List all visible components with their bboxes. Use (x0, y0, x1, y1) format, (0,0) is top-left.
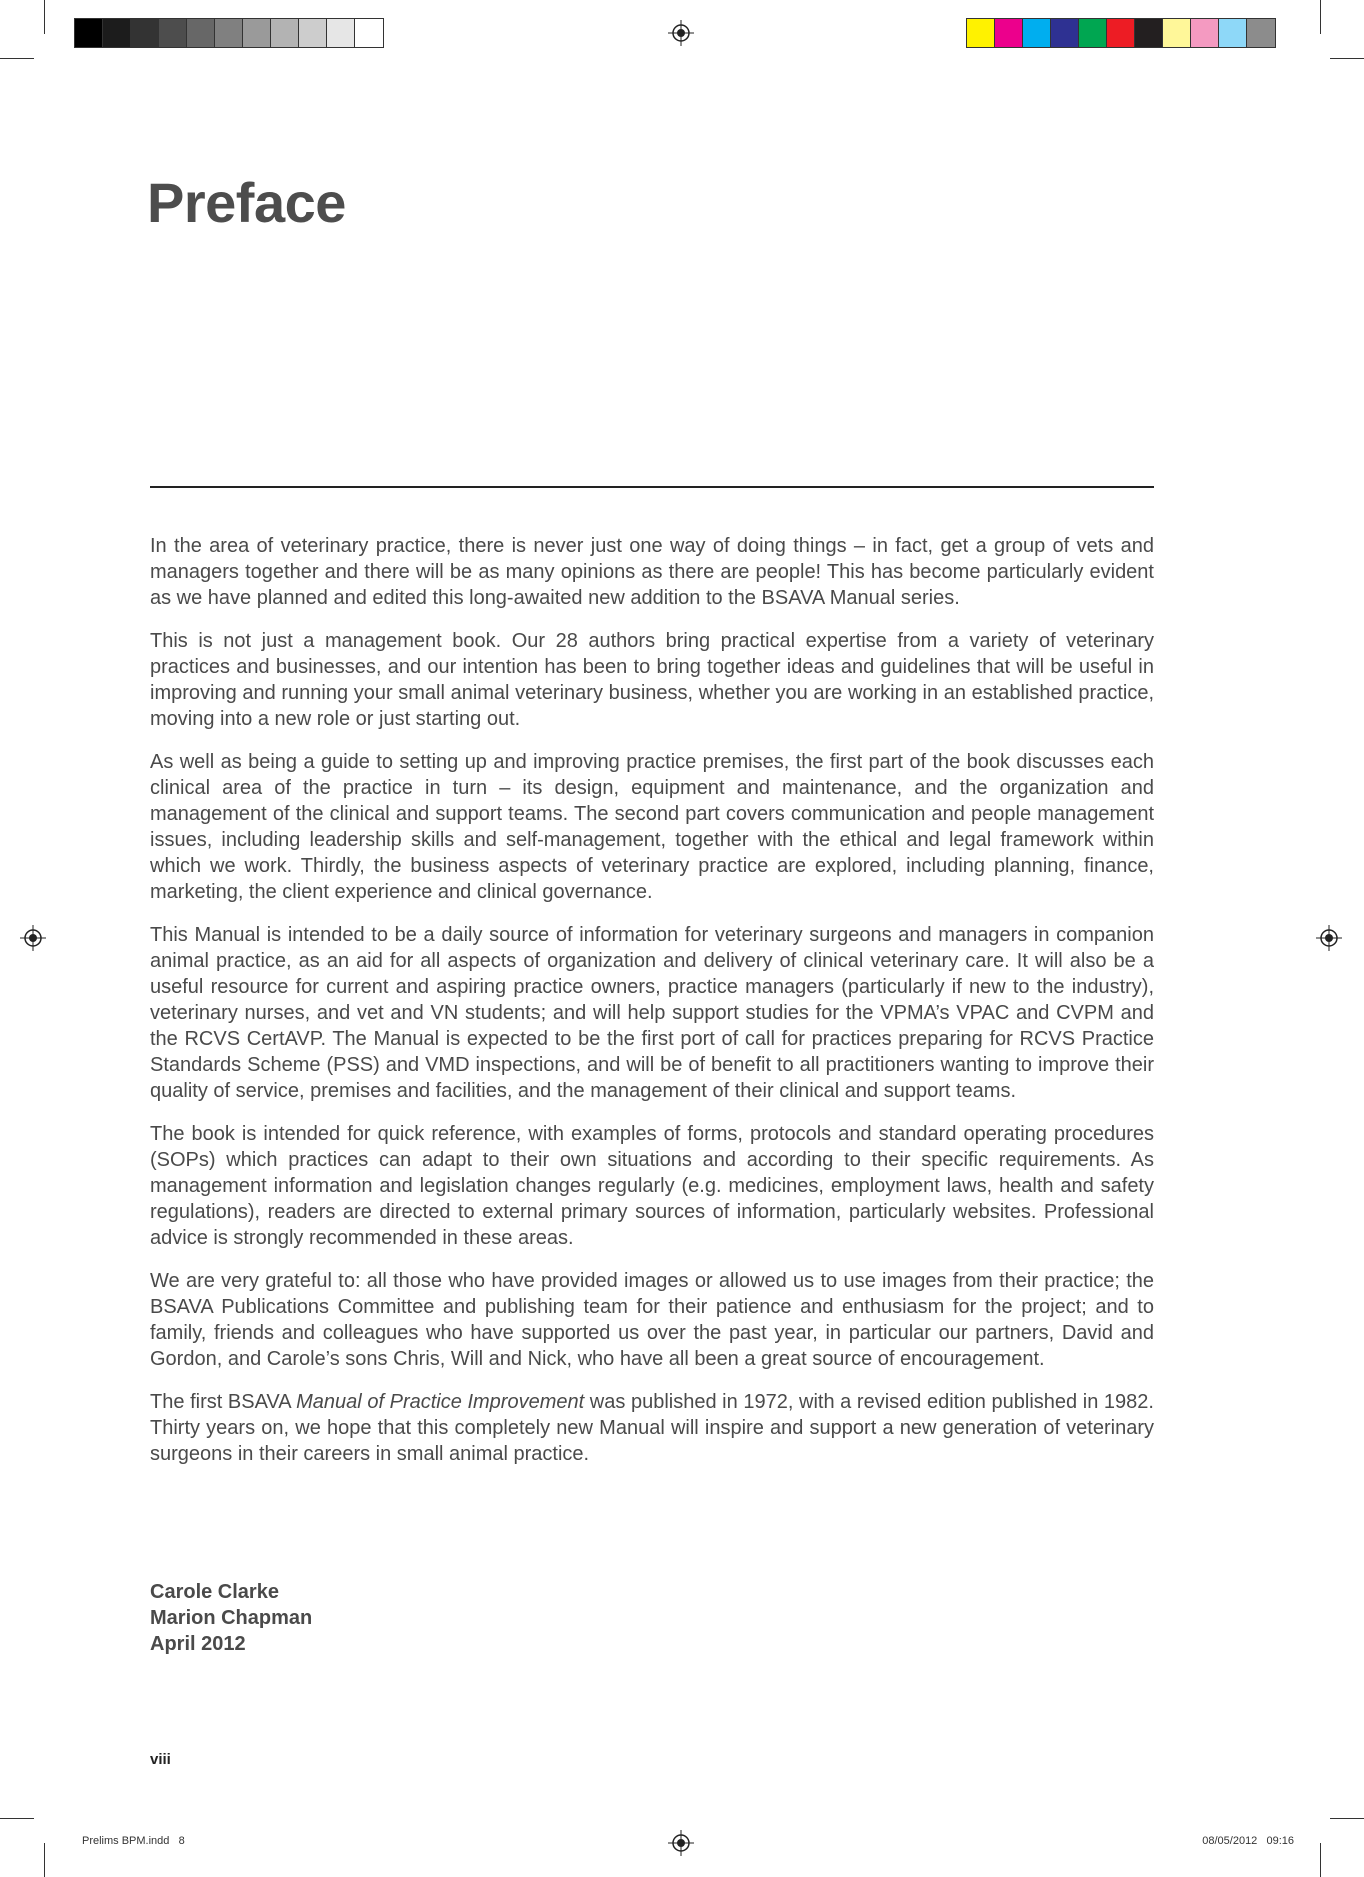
color-swatch (187, 19, 215, 47)
title-rule (150, 486, 1154, 488)
color-swatch (995, 19, 1023, 47)
crop-mark (1320, 1843, 1321, 1877)
color-swatch (131, 19, 159, 47)
author-name: Marion Chapman (150, 1607, 313, 1629)
signoff (150, 1579, 312, 1657)
crop-mark (0, 58, 34, 59)
crop-mark (44, 0, 45, 34)
grayscale-bar (74, 18, 384, 48)
paragraph: In the area of veterinary practice, there is never just one way of doing things – in fact, get a group of vets and managers together and there will be as many opinions as there are people! This has become particularly evident as we have planned and edited this long-awaited new addition to the BSAVA Manual series. (150, 535, 1154, 609)
page-title: Preface (147, 171, 346, 234)
color-swatch (327, 19, 355, 47)
paragraph-text: was published in 1972, with a revised edition published in 1982. Thirty years on, we hope that this completely new Manual will inspire and support a new generation of veterinary surgeons in their careers in small animal practice. (150, 1391, 1154, 1465)
page-number: viii (150, 1751, 171, 1768)
registration-mark-icon (20, 925, 46, 951)
color-swatch (1219, 19, 1247, 47)
paragraph-text: The first BSAVA (150, 1391, 297, 1413)
registration-mark-icon (668, 20, 694, 46)
signoff-date: April 2012 (150, 1633, 246, 1655)
color-swatch (1135, 19, 1163, 47)
crop-mark (44, 1843, 45, 1877)
color-swatch (243, 19, 271, 47)
color-swatch (299, 19, 327, 47)
color-swatch (1051, 19, 1079, 47)
color-swatch (1079, 19, 1107, 47)
paragraph: The book is intended for quick reference, with examples of forms, protocols and standard operating procedures (SOPs) which practices can adapt to their own situations and according to their specific requirements. As management information and legislation changes regularly (e.g. medicines, employment laws, health and safety regulations), readers are directed to external primary sources of information, particularly websites. Professional advice is strongly recommended in these areas. (150, 1123, 1154, 1249)
paragraph: This is not just a management book. Our 28 authors bring practical expertise from a variety of veterinary practices and businesses, and our intention has been to bring together ideas and guidelines that will be useful in improving and running your small animal veterinary business, whether you are working in an established practice, moving into a new role or just starting out. (150, 630, 1154, 730)
color-swatch (103, 19, 131, 47)
paragraph: This Manual is intended to be a daily source of information for veterinary surgeons and managers in companion animal practice, as an aid for all aspects of organization and delivery of clinical veterinary care. It will also be a useful resource for current and aspiring practice owners, practice managers (particularly if new to the industry), veterinary nurses, and vet and VN students; and will help support studies for the VPMA’s VPAC and CVPM and the RCVS CertAVP. The Manual is expected to be the first port of call for practices preparing for RCVS Practice Standards Scheme (PSS) and VMD inspections, and will be of benefit to all practitioners wanting to improve their quality of service, premises and facilities, and the management of their clinical and support teams. (150, 924, 1154, 1102)
color-swatch (1163, 19, 1191, 47)
color-swatch (271, 19, 299, 47)
paragraph (150, 1389, 1154, 1467)
slug-file-info: Prelims BPM.indd 8 (82, 1835, 185, 1847)
registration-mark-icon (668, 1830, 694, 1856)
color-swatch (215, 19, 243, 47)
color-swatch (1247, 19, 1275, 47)
crop-mark (1330, 58, 1364, 59)
paragraph: As well as being a guide to setting up and improving practice premises, the first part of the book discusses each clinical area of the practice in turn – its design, equipment and maintenance, and the organization and management of the clinical and support teams. The second part covers communication and people management issues, including leadership skills and self-management, together with the ethical and legal framework within which we work. Thirdly, the business aspects of veterinary practice are explored, including planning, finance, marketing, the client experience and clinical governance. (150, 751, 1154, 903)
book-title: Manual of Practice Improvement (296, 1391, 585, 1413)
preface-body (150, 533, 1154, 1467)
color-swatch (355, 19, 383, 47)
crop-mark (1320, 0, 1321, 34)
crop-mark (0, 1818, 34, 1819)
author-name: Carole Clarke (150, 1581, 279, 1603)
color-swatch (75, 19, 103, 47)
color-swatch (1191, 19, 1219, 47)
color-swatch (159, 19, 187, 47)
color-swatch (1023, 19, 1051, 47)
slug-timestamp: 08/05/2012 09:16 (1202, 1835, 1294, 1847)
color-swatch (967, 19, 995, 47)
crop-mark (1330, 1818, 1364, 1819)
color-swatch (1107, 19, 1135, 47)
color-bar (966, 18, 1276, 48)
paragraph: We are very grateful to: all those who have provided images or allowed us to use images from their practice; the BSAVA Publications Committee and publishing team for their patience and enthusiasm for the project; and to family, friends and colleagues who have supported us over the past year, in particular our partners, David and Gordon, and Carole’s sons Chris, Will and Nick, who have all been a great source of encouragement. (150, 1270, 1154, 1370)
registration-mark-icon (1316, 925, 1342, 951)
